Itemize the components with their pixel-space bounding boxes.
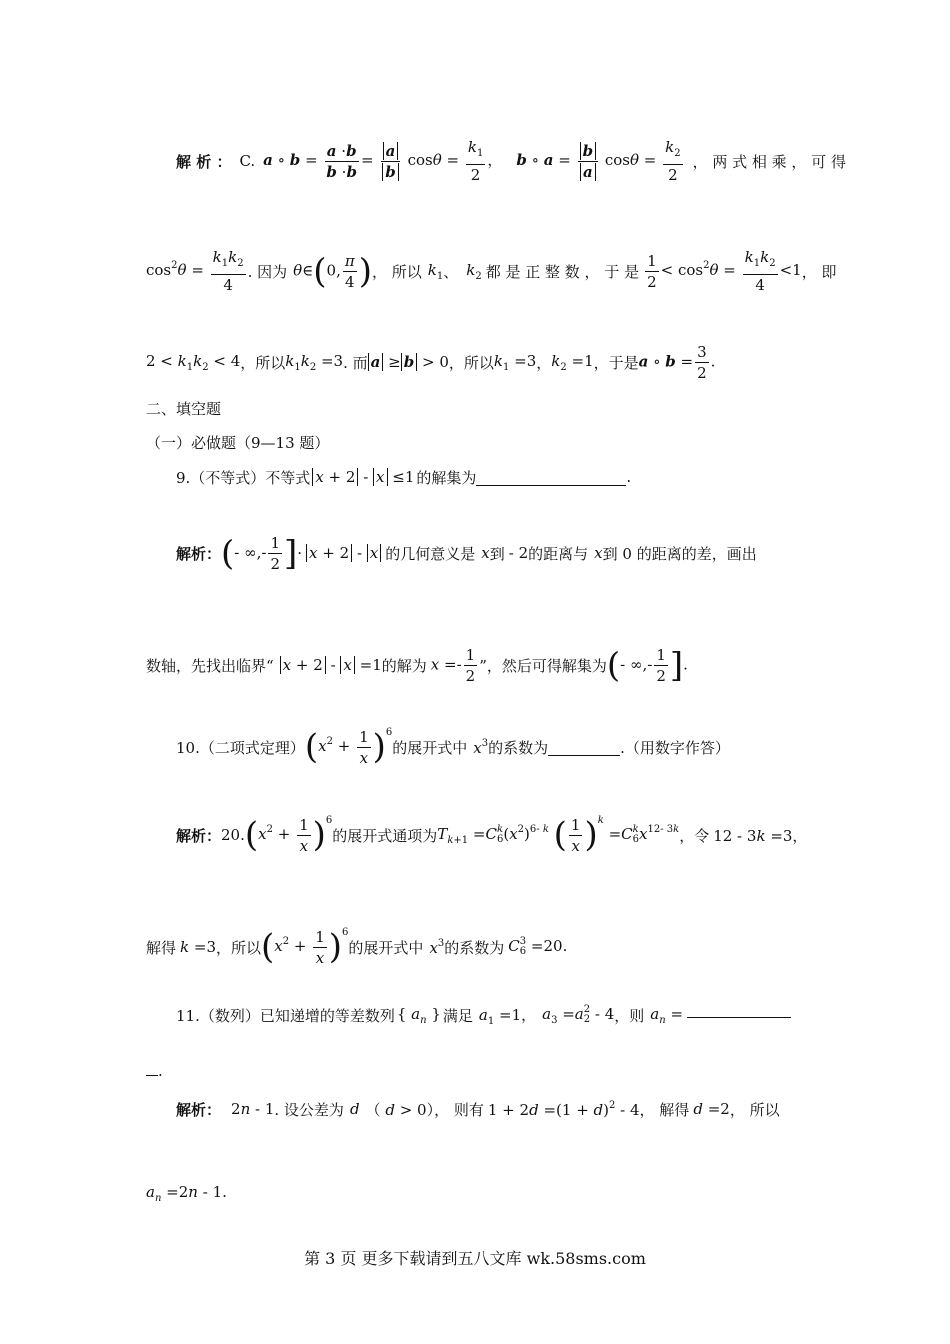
q11-then-have: ）， 则有 — [426, 1100, 484, 1119]
q10-x3: $x^3$ — [429, 937, 445, 957]
q10-binomial: ($x^2$ + $\frac{1}{x}$ )$^6$ — [304, 727, 393, 768]
q10-equation: 12 - 3k =3， — [713, 826, 808, 845]
answer-blank-continued: . — [146, 1062, 163, 1080]
q10-stem-note: .（用数字作答） — [620, 738, 730, 757]
q11-so: ， 所以 — [729, 1100, 780, 1119]
text-integers: 都 是 正 整 数 ， 于 是 — [485, 262, 640, 281]
q9-stem: 9.（不等式）不等式 x + 2 - x ≤1 的解集为 . — [176, 468, 632, 487]
formula-b-circ-a: b ∘ a = $\frac{b}{a}$ cosθ = $\frac{k_2}{2}$ — [516, 138, 681, 184]
section-heading: 二、填空题 — [146, 400, 222, 418]
q8-analysis-line3 — [146, 340, 806, 384]
q11-analysis-line1 — [176, 1092, 806, 1126]
q10-stem — [176, 722, 730, 772]
q11-final: $a_n =2n - 1$. — [146, 1182, 227, 1204]
q9-geo-meaning: 的几何意义是 — [385, 544, 476, 563]
text-and: 、 — [443, 262, 459, 281]
q9-stem-pre: 9.（不等式）不等式 — [176, 468, 311, 487]
q9-analysis-line2 — [146, 640, 806, 690]
q8-analysis-line1 — [176, 136, 846, 186]
q10-general-term-text: 的展开式通项为 — [332, 826, 438, 845]
text-because: . 因为 — [247, 262, 288, 281]
text-so3: ，所以 — [448, 353, 494, 372]
formula-k2: $k_2$ — [466, 260, 482, 282]
q9-distance-and: 的距离与 — [528, 544, 589, 563]
formula-k1-eq: $k_1 =3$ — [493, 351, 537, 373]
var-x: x — [594, 544, 603, 562]
analysis-label: 解析： — [176, 1100, 222, 1119]
q10-let: ，令 — [679, 826, 710, 845]
q11-stem — [176, 998, 806, 1032]
q11-answer: 2n - 1 — [231, 1100, 275, 1118]
analysis-label: 解 析 ： — [176, 152, 232, 171]
answer-blank[interactable] — [687, 1016, 791, 1018]
formula-norm-compare: a ≥ b > 0 — [368, 353, 449, 371]
q11-a3: $a_3 =a$ 2 2 - 4 — [542, 1003, 615, 1026]
q10-stem-mid: 的展开式中 — [392, 738, 468, 757]
text-then: ，于是 — [593, 353, 639, 372]
q10-general-term: $T_{k+1} =C$ k 6 $(x^2)^{6- k}$ ( $\frac{1}{x}$ )$^k$ =C k 6 $x^{12- 3k}$ — [437, 815, 680, 856]
text-multiply: ， 两 式 相 乘 ， 可 得 — [692, 152, 846, 171]
q10-binomial: ($x^2$ + $\frac{1}{x}$ )$^6$ — [244, 815, 333, 856]
q9-inequality: x + 2 - x ≤1 — [312, 468, 414, 486]
formula-inequality: $\frac{1}{2}$ < $\cos^2\theta$ = $\frac{k_1k_2}{4}$ <1 — [647, 248, 802, 294]
q11-then: ，则 — [614, 1006, 645, 1025]
formula-k1: $k_1$ — [427, 260, 444, 282]
q10-x3: $x^3$ — [473, 737, 489, 757]
text-comma: ， — [536, 353, 552, 372]
num-neg2: - 2 — [508, 544, 529, 562]
q11-solve: ， 解得 — [639, 1100, 690, 1119]
answer-letter: C. — [239, 152, 256, 170]
text-but: . 而 — [343, 353, 368, 372]
q10-so: ，所以 — [216, 938, 262, 957]
q9-line2-pre: 数轴，先找出临界“ — [146, 656, 274, 675]
var-d: d — [349, 1100, 360, 1118]
formula-theta-range: θ∈(0, $\frac{\pi}{4}$ ) — [293, 251, 372, 291]
text-so: ， 所以 — [371, 262, 422, 281]
q10-coef: 的系数为 — [444, 938, 505, 957]
analysis-label: 解析： — [176, 544, 222, 563]
q10-stem-pre: 10.（二项式定理） — [176, 738, 305, 757]
q11-a1: $a_1 =1$， — [478, 1005, 537, 1027]
q9-analysis-line1 — [176, 528, 806, 578]
dot-separator: · — [297, 544, 303, 562]
q9-solution-is: 的解为 — [381, 656, 427, 675]
q10-k-value: k =3 — [180, 938, 216, 956]
q10-binomial: ($x^2$ + $\frac{1}{x}$ )$^6$ — [261, 927, 349, 968]
q9-stem-post: 的解集为 — [416, 468, 477, 487]
formula-cos2: $\cos^2\theta$ = $\frac{k_1k_2}{4}$ — [146, 248, 244, 294]
q9-line2-mid: ”，然后可得解集为 — [479, 656, 607, 675]
q10-result: C 3 6 =20. — [508, 936, 568, 957]
q11-d-value: d =2 — [693, 1100, 730, 1118]
q9-solution-interval: (- ∞,- $\frac{1}{2}$ ] — [221, 533, 298, 573]
q10-analysis-line2 — [146, 922, 806, 972]
q11-satisfies: 满足 — [442, 1006, 473, 1025]
q8-analysis-line2 — [146, 246, 837, 296]
q9-final-interval: (- ∞,- $\frac{1}{2}$ ]. — [606, 645, 688, 685]
formula-k1k2-eq: $k_1k_2 =3$ — [285, 351, 344, 373]
q11-d-cond: （ d > 0 — [365, 1100, 427, 1119]
q11-equation: $1 + 2d =(1 + d)^2 - 4$ — [487, 1099, 640, 1119]
q9-to-zero: 到 0 的距离的差，画出 — [602, 544, 757, 563]
q10-analysis-line1 — [176, 810, 806, 860]
q11-an: $a_n$ = — [650, 1004, 684, 1026]
answer-blank[interactable] — [548, 739, 620, 756]
formula-a-circ-b: a ∘ b = $\frac{a \cdot b}{b \cdot b}$ = $\frac{a}{b}$ cosθ = $\frac{k_1}{2}$ ， — [263, 138, 503, 184]
q10-stem-mid: 的展开式中 — [348, 938, 424, 957]
text-so2: ，所以 — [240, 353, 286, 372]
q9-abs-expr: x + 2 - x — [306, 544, 381, 562]
analysis-label: 解析： — [176, 826, 222, 845]
formula-result: a ∘ b = $\frac{3}{2}$ . — [638, 342, 716, 382]
sub-heading: （一）必做题（9—13 题） — [146, 434, 330, 452]
q10-solve: 解得 — [146, 938, 177, 957]
page-footer: 第 3 页 更多下载请到五八文库 wk.58sms.com — [304, 1249, 646, 1268]
text-ie: ， 即 — [801, 262, 837, 281]
q9-critical-value: x =- $\frac{1}{2}$ — [430, 645, 476, 685]
q11-analysis-line2 — [146, 1176, 227, 1210]
answer-blank[interactable] — [476, 469, 626, 486]
q11-sequence: { $a_n$ } — [396, 1004, 441, 1026]
q11-stem-pre: 11.（数列）已知递增的等差数列 — [176, 1006, 395, 1025]
formula-k2-eq: $k_2 =1$ — [551, 351, 594, 373]
q11-let-d: . 设公差为 — [274, 1100, 344, 1119]
var-x: x — [481, 544, 490, 562]
formula-k1k2-range: $2 < k_1k_2 < 4$ — [146, 351, 241, 373]
q10-stem-post: 的系数为 — [488, 738, 549, 757]
q9-critical-eq: x + 2 - x =1 — [280, 656, 382, 674]
q10-answer: 20. — [221, 826, 245, 844]
q9-to: 到 — [489, 544, 505, 563]
